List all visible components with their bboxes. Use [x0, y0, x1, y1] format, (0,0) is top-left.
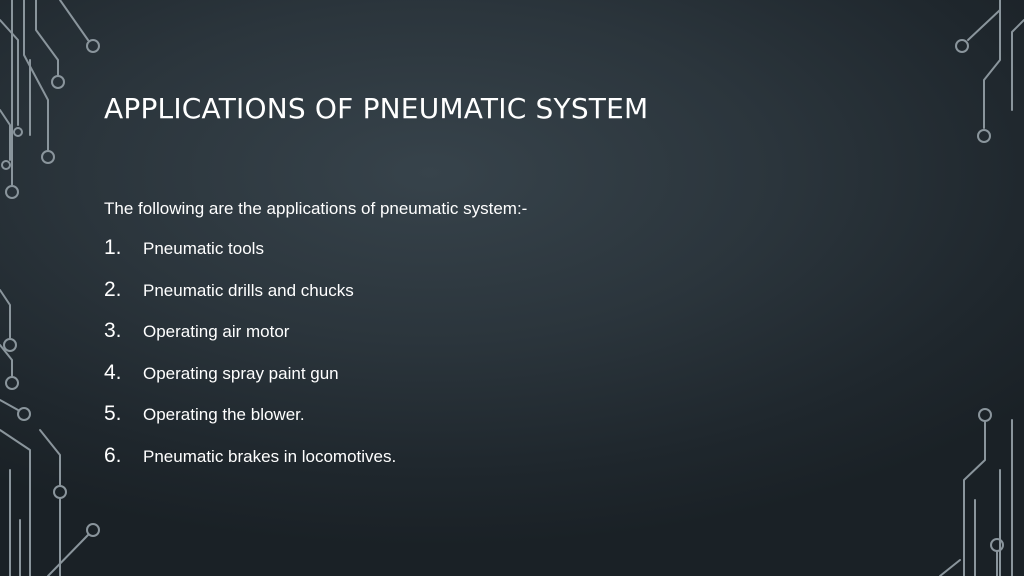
list-item	[104, 361, 396, 403]
list-item-number: 6.	[104, 443, 122, 467]
list-item	[104, 319, 396, 361]
applications-list	[104, 236, 396, 486]
intro-text: The following are the applications of pneumatic system:-	[104, 199, 528, 218]
list-item-label: Operating air motor	[143, 322, 290, 342]
list-item-label: Pneumatic drills and chucks	[143, 280, 354, 300]
list-item-number: 5.	[104, 402, 122, 426]
list-item	[104, 444, 396, 486]
list-item-label: Operating the blower.	[143, 405, 305, 425]
list-item-label: Pneumatic brakes in locomotives.	[143, 446, 397, 466]
list-item-label: Operating spray paint gun	[143, 363, 339, 383]
page-title: APPLICATIONS OF PNEUMATIC SYSTEM	[104, 92, 649, 125]
list-item-number: 2.	[104, 277, 122, 301]
list-item-number: 1.	[104, 236, 122, 259]
list-item-number: 4.	[104, 360, 122, 384]
list-item	[104, 236, 396, 278]
list-item	[104, 278, 396, 320]
list-item	[104, 402, 396, 444]
list-item-label: Pneumatic tools	[143, 239, 264, 258]
list-item-number: 3.	[104, 319, 122, 343]
